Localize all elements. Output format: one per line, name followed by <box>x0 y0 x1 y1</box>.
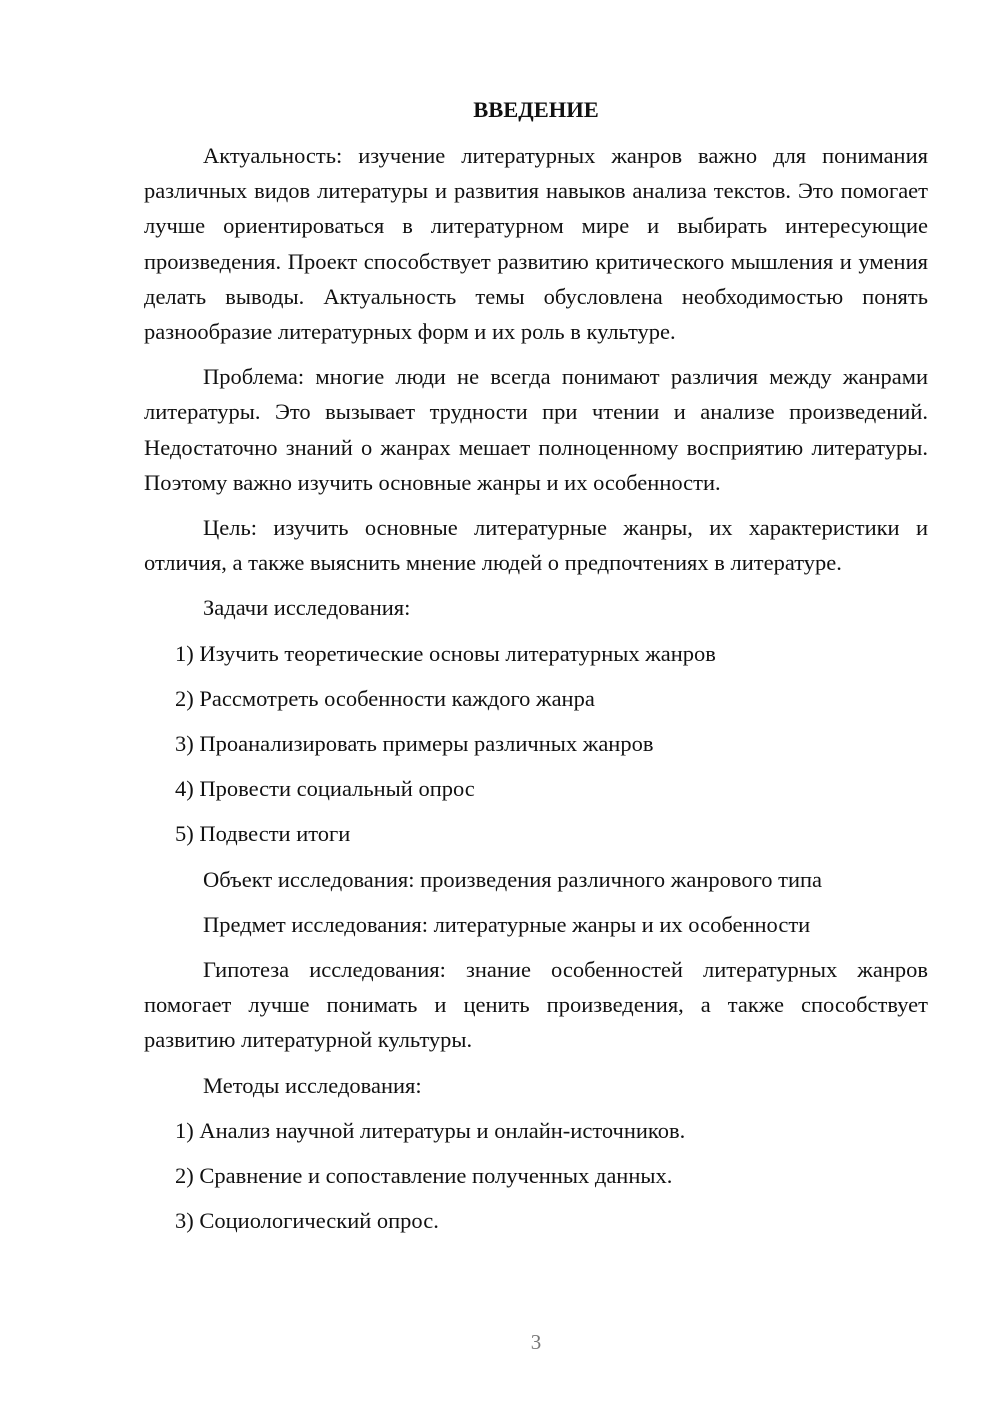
section-title: ВВЕДЕНИЕ <box>473 97 599 122</box>
hypothesis-paragraph: Гипотеза исследования: знание особенностей литературных жанров помогает лучше понимать и ценить произведения, а также способствует развитию литературной культуры. <box>144 957 928 1053</box>
goal-paragraph: Цель: изучить основные литературные жанры, их характеристики и отличия, а также выяснить мнение людей о предпочтениях в литературе. <box>144 515 928 576</box>
task-item-2: 2) Рассмотреть особенности каждого жанра <box>175 685 595 711</box>
method-item-3: 3) Социологический опрос. <box>175 1208 439 1234</box>
problem-paragraph: Проблема: многие люди не всегда понимают различия между жанрами литературы. Это вызывает трудности при чтении и анализе произведений. Недостаточно знаний о жанрах мешает полноценному восприятию литературы. Поэтому важно изучить основные жанры и их особенности. <box>144 364 928 495</box>
methods-heading: Методы исследования: <box>203 1072 422 1098</box>
task-item-1: 1) Изучить теоретические основы литературных жанров <box>175 640 716 666</box>
research-object: Объект исследования: произведения различного жанрового типа <box>203 866 823 892</box>
method-item-2: 2) Сравнение и сопоставление полученных данных. <box>175 1163 673 1189</box>
task-item-5: 5) Подвести итоги <box>175 821 351 847</box>
page-number: 3 <box>530 1330 542 1354</box>
task-item-4: 4) Провести социальный опрос <box>175 776 475 802</box>
method-item-1: 1) Анализ научной литературы и онлайн-источников. <box>175 1117 686 1143</box>
relevance-paragraph: Актуальность: изучение литературных жанров важно для понимания различных видов литературы и развития навыков анализа текстов. Это помогает лучше ориентироваться в литературном мире и выбирать интересующие произведения. Проект способствует развитию критического мышления и умения делать выводы. Актуальность темы обусловлена необходимостью понять разнообразие литературных форм и их роль в культуре. <box>144 143 928 345</box>
research-subject: Предмет исследования: литературные жанры и их особенности <box>203 911 811 937</box>
tasks-heading: Задачи исследования: <box>203 595 411 621</box>
page-content <box>144 92 928 1248</box>
task-item-3: 3) Проанализировать примеры различных жанров <box>175 731 654 757</box>
